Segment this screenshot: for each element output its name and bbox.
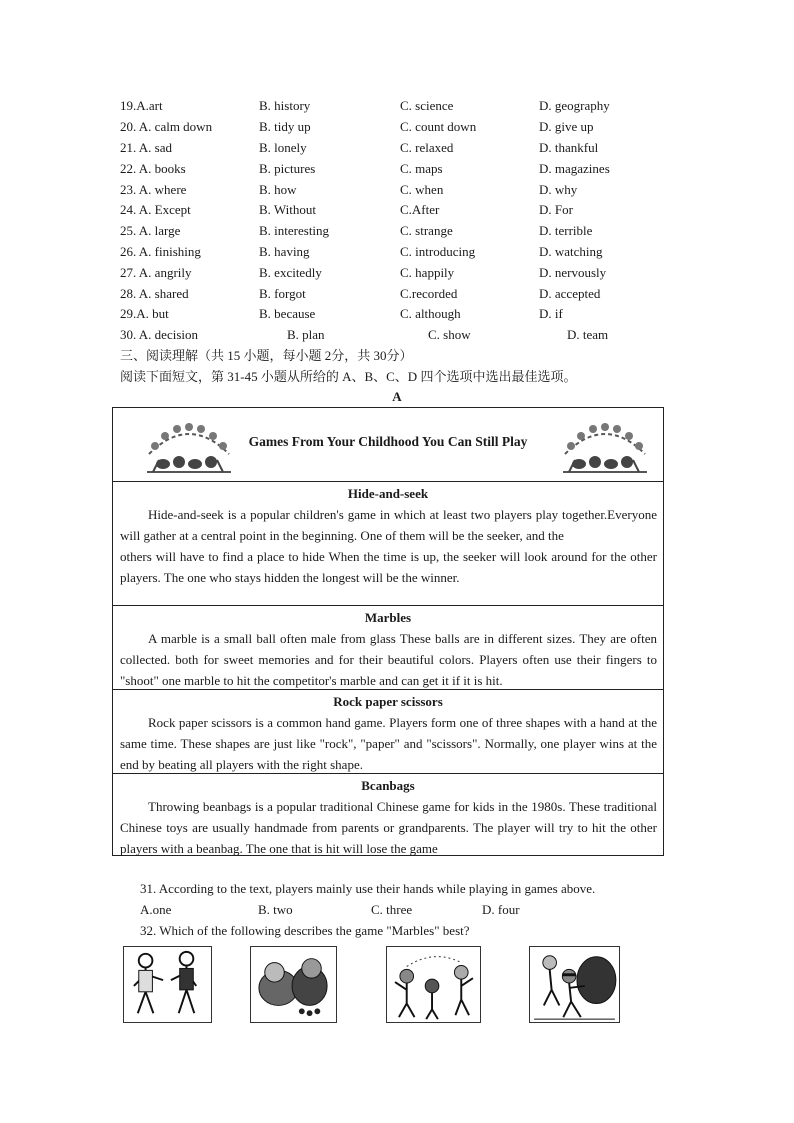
option-a: 30. A. decision <box>120 327 198 342</box>
section-instruction: 阅读下面短文，第 31-45 小题从所给的 A、B、C、D 四个选项中选出最佳选项。 <box>120 369 577 384</box>
option-row-29 <box>120 304 680 324</box>
option-a: 25. A. large <box>120 223 181 238</box>
option-d: D. magazines <box>539 161 610 176</box>
article-table <box>112 407 664 856</box>
game-description: Rock paper scissors is a common hand game. Players form one of three shapes with a hand at the same time. These shapes are just like "rock", "paper" and "scissors". Normally, one player wins at the end by beating all players with the right shape. <box>120 715 657 772</box>
option-b: B. history <box>259 98 311 113</box>
option-a: 27. A. angrily <box>120 265 192 280</box>
option-row-20 <box>120 117 680 137</box>
option-row-28 <box>120 284 680 304</box>
game-description: A marble is a small ball often male from glass These balls are in different sizes. They are often collected. both for sweet memories and for their beautiful colors. Players often use their fingers to "shoot" one marble to hit the competitor's marble and can get it if it is hit. <box>120 631 657 688</box>
option-a: 21. A. sad <box>120 140 172 155</box>
option-a: 28. A. shared <box>120 286 189 301</box>
option-c: C. relaxed <box>400 140 454 155</box>
option-row-21 <box>120 138 680 158</box>
option-b: B. forgot <box>259 286 306 301</box>
option-c: C.After <box>400 202 440 217</box>
article-title-cell <box>113 408 663 482</box>
option-b: B. tidy up <box>259 119 311 134</box>
option-c: C. when <box>400 182 444 197</box>
option-a: 20. A. calm down <box>120 119 213 134</box>
option-d: D. four <box>482 902 520 917</box>
option-d: D. give up <box>539 119 594 134</box>
question-31: 31. According to the text, players mainly use their hands while playing in games above. <box>140 881 596 896</box>
option-a: A.one <box>140 902 172 917</box>
option-c: C. three <box>371 902 413 917</box>
game-description: Throwing beanbags is a popular traditional Chinese game for kids in the 1980s. These traditional Chinese toys are usually handmade from parents or grandparents. The player will try to hit the other players with a beanbag. The one that is hit will lose the game <box>120 799 657 856</box>
option-row-27 <box>120 263 680 283</box>
option-b: B. interesting <box>259 223 330 238</box>
option-c: C. strange <box>400 223 453 238</box>
option-b: B. pictures <box>259 161 316 176</box>
option-row-30 <box>120 325 680 345</box>
kids-playing-marbles-icon <box>250 946 337 1023</box>
game-title: Hide-and-seek <box>347 486 429 501</box>
option-c: C. count down <box>400 119 477 134</box>
game-description-continued: others will have to find a place to hide When the time is up, the seeker will look around for the other players. The one who stays hidden the longest will be the winner. <box>120 549 657 585</box>
option-d: D. why <box>539 182 578 197</box>
option-a: 19.A.art <box>120 98 163 113</box>
option-a: 24. A. Except <box>120 202 191 217</box>
option-d: D. watching <box>539 244 603 259</box>
option-a: 23. A. where <box>120 182 187 197</box>
option-row-23 <box>120 180 680 200</box>
option-a: 22. A. books <box>120 161 186 176</box>
option-row-19 <box>120 96 680 116</box>
option-c: C. maps <box>400 161 443 176</box>
option-c: C. science <box>400 98 454 113</box>
option-b: B. lonely <box>259 140 307 155</box>
option-c: C. happily <box>400 265 455 280</box>
option-b: B. plan <box>287 327 325 342</box>
game-description: Hide-and-seek is a popular children's game in which at least two players play together.Everyone will gather at a central point in the beginning. One of them will be the seeker, and the <box>120 507 657 543</box>
article-title: Games From Your Childhood You Can Still Play <box>248 434 528 449</box>
game-title: Marbles <box>364 610 412 625</box>
kids-hide-and-seek-icon <box>529 946 620 1023</box>
passage-letter: A <box>392 389 402 404</box>
option-b: B. two <box>258 902 293 917</box>
option-c: C. introducing <box>400 244 476 259</box>
game-hide-and-seek <box>113 482 663 606</box>
option-d: D. accepted <box>539 286 601 301</box>
option-d: D. if <box>539 306 563 321</box>
option-row-22 <box>120 159 680 179</box>
option-d: D. thankful <box>539 140 599 155</box>
game-rock-paper-scissors <box>113 690 663 774</box>
option-b: B. how <box>259 182 297 197</box>
section-heading: 三、阅读理解（共 15 小题，每小题 2分，共 30分） <box>120 348 413 363</box>
game-marbles <box>113 606 663 690</box>
game-title: Bcanbags <box>361 778 415 793</box>
question-31-options <box>140 900 640 920</box>
option-d: D. terrible <box>539 223 593 238</box>
two-players-hand-game-icon <box>123 946 212 1023</box>
option-d: D. nervously <box>539 265 607 280</box>
option-b: B. because <box>259 306 316 321</box>
option-a: 26. A. finishing <box>120 244 201 259</box>
game-beanbags <box>113 774 663 857</box>
option-a: 29.A. but <box>120 306 169 321</box>
option-d: D. For <box>539 202 573 217</box>
option-d: D. geography <box>539 98 610 113</box>
option-c: C. although <box>400 306 461 321</box>
flower-decoration-icon <box>559 416 651 476</box>
option-row-26 <box>120 242 680 262</box>
option-c: C.recorded <box>400 286 458 301</box>
option-b: B. Without <box>259 202 317 217</box>
option-row-25 <box>120 221 680 241</box>
option-c: C. show <box>428 327 471 342</box>
option-b: B. excitedly <box>259 265 322 280</box>
kids-throwing-beanbags-icon <box>386 946 481 1023</box>
option-row-24 <box>120 200 680 220</box>
option-b: B. having <box>259 244 310 259</box>
game-title: Rock paper scissors <box>333 694 443 709</box>
question-32: 32. Which of the following describes the game "Marbles" best? <box>140 923 470 938</box>
option-d: D. team <box>567 327 609 342</box>
